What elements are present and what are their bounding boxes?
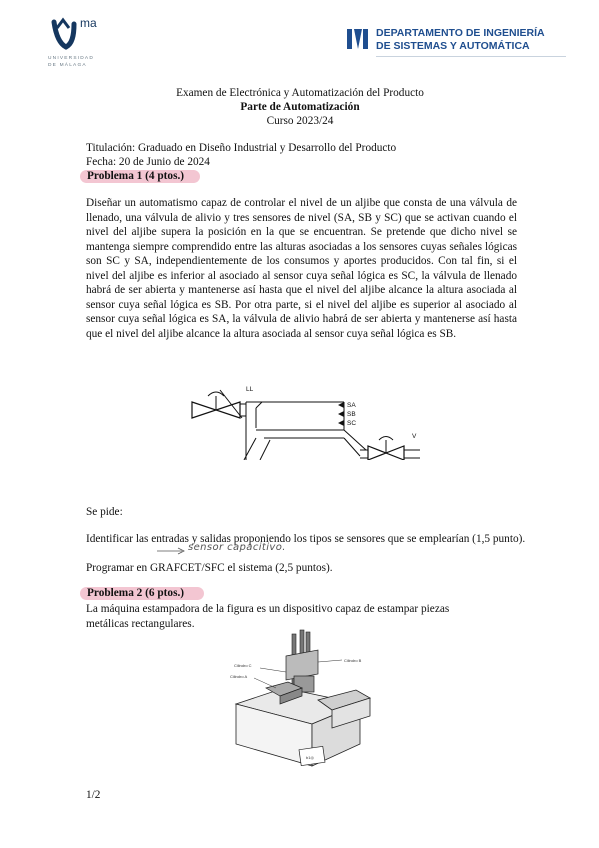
stamping-machine-figure (214, 626, 374, 778)
problem1-heading: Problema 1 (4 ptos.) (87, 170, 185, 182)
sensor-b-label: SB (347, 411, 356, 418)
exam-title: Examen de Electrónica y Automatización del Producto (176, 87, 424, 99)
part-tag-label: b1◎ (306, 755, 314, 760)
uma-logo (48, 14, 108, 76)
sensor-a-label: SA (347, 402, 356, 409)
exam-course: Curso 2023/24 (266, 115, 334, 127)
uma-subtitle-1: UNIVERSIDAD (48, 56, 94, 61)
uma-logo-text: ma (80, 16, 97, 30)
problem2-paragraph: La máquina estampadora de la figura es un dispositivo capaz de estampar piezas metálicas rectangulares. (86, 603, 450, 630)
sensor-a-icon (338, 402, 344, 408)
uma-emblem-icon (48, 14, 108, 54)
valve-out-label: V (412, 433, 417, 440)
valve-in-label: LL (246, 386, 254, 393)
fill-valve-icon (192, 390, 242, 418)
dept-line-1: DEPARTAMENTO DE INGENIERÍA (376, 27, 545, 39)
dept-logo (346, 26, 566, 58)
sensor-c-label: SC (347, 420, 357, 427)
fecha: Fecha: 20 de Junio de 2024 (86, 156, 210, 168)
cylinder-c-label: Cilindro C (234, 663, 252, 668)
task-1: Identificar las entradas y salidas proponiendo los tipos se sensores que se emplearían (1,5 punto). (86, 533, 526, 545)
tank-diagram (180, 378, 440, 460)
dept-emblem-icon (346, 28, 370, 50)
task-2: Programar en GRAFCET/SFC el sistema (2,5 puntos). (86, 562, 333, 574)
problem1-paragraph: Diseñar un automatismo capaz de controlar el nivel de un aljibe que consta de una válvula de llenado, una válvula de alivio y tres sensores de nivel (SA, SB y SC) que se activan cuando el nivel del aljibe supera la posición en la que se encuentran. Se pretende que dicho nivel se mantenga siempre comprendido entre las alturas asociadas a los sensores cuyas señales lógicas son SC y SA, independientemente de los consumos y aportes producidos. Con tal fin, si el nivel del aljibe es inferior al asociado al sensor cuya señal lógica es SC, la válvula de llenado habrá de ser abierta y mantenerse así hasta que el nivel del aljibe alcance la altura asociada al sensor cuya señal lógica es SB. Por otra parte, si el nivel del aljibe es superior al asociado al sensor cuya señal lógica es SA, la válvula de alivio habrá de ser abierta y mantenerse así hasta que el nivel del aljibe alcance la altura asociada al sensor cuya señal lógica es SB. (86, 197, 517, 340)
uma-subtitle-2: DE MÁLAGA (48, 63, 87, 68)
dept-line-2: DE SISTEMAS Y AUTOMÁTICA (376, 40, 530, 52)
exam-part: Parte de Automatización (240, 101, 360, 113)
page-number: 1/2 (86, 789, 101, 801)
relief-valve-icon (368, 437, 404, 461)
cylinder-b-label: Cilindro B (344, 658, 362, 663)
sensor-c-icon (338, 420, 344, 426)
titulacion: Titulación: Graduado en Diseño Industrial y Desarrollo del Producto (86, 142, 397, 154)
cylinder-a-label: Cilindro A (230, 674, 248, 679)
problem2-heading: Problema 2 (6 ptos.) (87, 587, 185, 599)
sensor-b-icon (338, 411, 344, 417)
dept-divider (376, 56, 566, 57)
arrow-right-icon (156, 547, 186, 555)
se-pide: Se pide: (86, 506, 123, 518)
handwritten-note: sensor capacitivo. (188, 542, 286, 553)
